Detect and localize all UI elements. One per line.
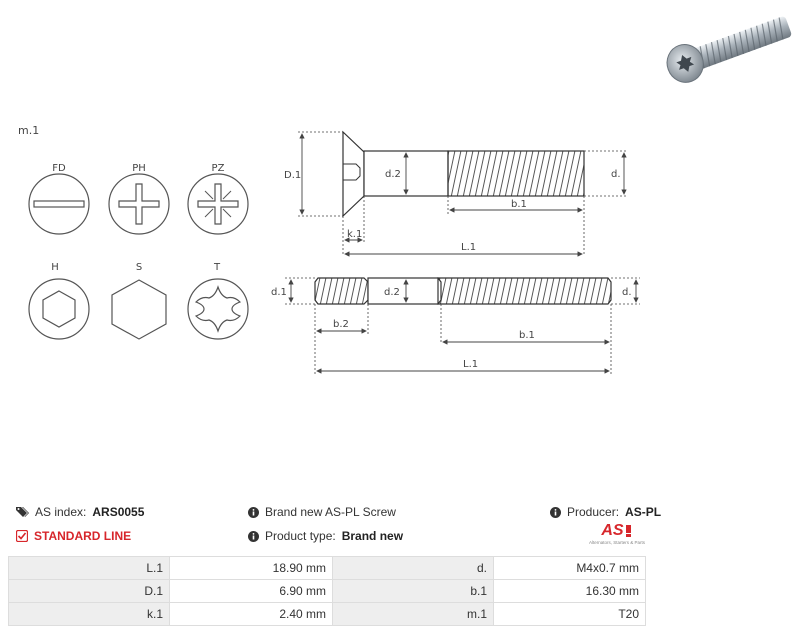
logo-mark-icon xyxy=(625,524,633,538)
info-icon xyxy=(248,507,259,518)
countersunk-screw-drawing xyxy=(343,132,584,216)
technical-drawing xyxy=(265,120,645,380)
standard-line-label: STANDARD LINE xyxy=(34,529,132,543)
hex-socket-drive-icon xyxy=(29,279,89,339)
spec-key: L.1 xyxy=(9,557,170,580)
table-row xyxy=(9,557,646,580)
spec-value: 18.90 mm xyxy=(170,557,333,580)
spec-value: 6.90 mm xyxy=(170,580,333,603)
pozidriv-drive-icon xyxy=(188,174,248,234)
spec-value: 2.40 mm xyxy=(170,603,333,626)
producer xyxy=(550,505,661,519)
dim-stud-d2: d.2 xyxy=(384,287,400,298)
info-icon xyxy=(550,507,561,518)
dim-stud-b1: b.1 xyxy=(519,330,535,341)
spec-value: 16.30 mm xyxy=(494,580,646,603)
drive-label-s: S xyxy=(135,262,143,273)
drive-types-title: m.1 xyxy=(18,124,40,137)
product-type-label: Product type: xyxy=(265,529,336,543)
drive-label-pz: PZ xyxy=(211,163,225,174)
spec-value: M4x0.7 mm xyxy=(494,557,646,580)
dim-stud-L1: L.1 xyxy=(463,359,479,370)
dim-D1: D.1 xyxy=(284,170,302,181)
producer-value: AS-PL xyxy=(625,505,662,519)
info-icon xyxy=(248,531,259,542)
drive-types-grid xyxy=(0,150,280,350)
dim-d2: d.2 xyxy=(385,169,401,180)
table-row xyxy=(9,580,646,603)
spec-key: D.1 xyxy=(9,580,170,603)
specs-table xyxy=(8,556,646,626)
dim-stud-d: d. xyxy=(622,287,632,298)
as-index xyxy=(16,505,144,519)
spec-key: d. xyxy=(333,557,494,580)
spec-key: b.1 xyxy=(333,580,494,603)
dim-L1: L.1 xyxy=(461,242,477,253)
as-index-label: AS index: xyxy=(35,505,87,519)
drive-label-ph: PH xyxy=(132,163,146,174)
product-photo xyxy=(655,0,800,95)
spec-key: k.1 xyxy=(9,603,170,626)
logo-text: AS xyxy=(601,522,624,539)
dim-d: d. xyxy=(611,169,621,180)
drive-label-h: H xyxy=(51,262,59,273)
phillips-drive-icon xyxy=(109,174,169,234)
slot-drive-icon xyxy=(29,174,89,234)
checkbox-checked-icon xyxy=(16,530,28,542)
as-index-value: ARS0055 xyxy=(92,505,145,519)
spec-key: m.1 xyxy=(333,603,494,626)
dim-b1: b.1 xyxy=(511,199,527,210)
producer-label: Producer: xyxy=(567,505,620,519)
product-description xyxy=(248,505,396,519)
logo-tagline: Alternators, Starters & Parts xyxy=(588,540,646,545)
standard-line-badge xyxy=(16,529,131,543)
product-type xyxy=(248,529,403,543)
producer-logo xyxy=(586,522,648,545)
table-row xyxy=(9,603,646,626)
torx-drive-icon xyxy=(188,279,248,339)
stud-drawing xyxy=(315,278,611,304)
dim-stud-d1: d.1 xyxy=(271,287,287,298)
dim-k1: k.1 xyxy=(347,229,363,240)
tags-icon xyxy=(16,506,29,518)
hex-head-drive-icon xyxy=(112,280,166,339)
dim-stud-b2: b.2 xyxy=(333,319,349,330)
drive-label-t: T xyxy=(213,262,221,273)
product-type-value: Brand new xyxy=(341,529,404,543)
spec-value: T20 xyxy=(494,603,646,626)
description-text: Brand new AS-PL Screw xyxy=(265,505,396,519)
drive-label-fd: FD xyxy=(52,163,66,174)
